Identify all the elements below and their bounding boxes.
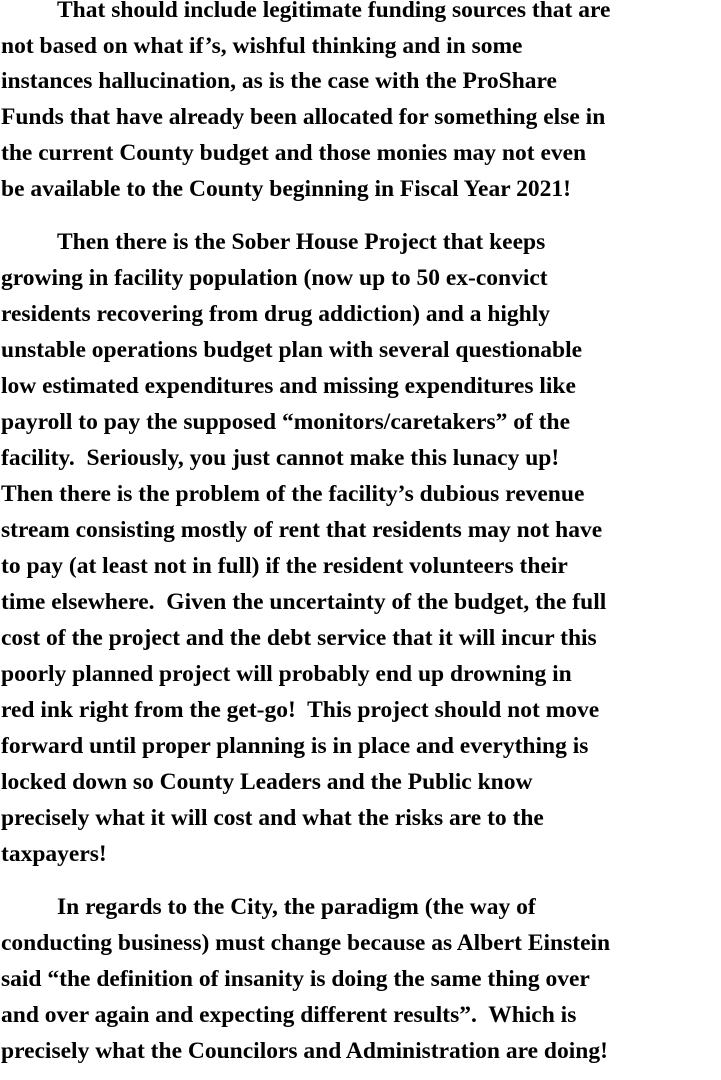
- paragraph-2-line-8: Then there is the problem of the facility’s dubious revenue: [1, 481, 585, 507]
- paragraph-2-line-13: poorly planned project will probably end up drowning in: [1, 661, 572, 687]
- paragraph-2-line-3: residents recovering from drug addiction) and a highly: [1, 301, 551, 327]
- paragraph-2-line-6: payroll to pay the supposed “monitors/caretakers” of the: [1, 409, 571, 435]
- paragraph-3-line-4: and over again and expecting different results”. Which is: [1, 1002, 577, 1028]
- paragraph-1-line-6: be available to the County beginning in Fiscal Year 2021!: [1, 176, 571, 202]
- paragraph-1-line-3: instances hallucination, as is the case with the ProShare: [1, 68, 557, 94]
- paragraph-2-line-9: stream consisting mostly of rent that residents may not have: [1, 517, 603, 543]
- paragraph-3-line-2: conducting business) must change because as Albert Einstein: [1, 930, 611, 956]
- paragraph-2-line-2: growing in facility population (now up to 50 ex-convict: [1, 265, 548, 291]
- paragraph-2-line-11: time elsewhere. Given the uncertainty of the budget, the full: [1, 589, 607, 615]
- paragraph-2-line-7: facility. Seriously, you just cannot make this lunacy up!: [1, 445, 560, 471]
- paragraph-2-line-15: forward until proper planning is in place and everything is: [1, 733, 589, 759]
- paragraph-1-line-2: not based on what if’s, wishful thinking and in some: [1, 33, 523, 59]
- paragraph-2-line-14: red ink right from the get-go! This project should not move: [1, 697, 600, 723]
- paragraph-2-line-16: locked down so County Leaders and the Public know: [1, 769, 533, 795]
- paragraph-2-line-12: cost of the project and the debt service that it will incur this: [1, 625, 597, 651]
- paragraph-1-line-4: Funds that have already been allocated for something else in: [1, 104, 606, 130]
- paragraph-2-line-17: precisely what it will cost and what the risks are to the: [1, 805, 544, 831]
- paragraph-2-line-1: Then there is the Sober House Project that keeps: [57, 229, 546, 255]
- paragraph-3-line-3: said “the definition of insanity is doing the same thing over: [1, 966, 590, 992]
- paragraph-2-line-18: taxpayers!: [1, 841, 107, 867]
- paragraph-2-line-4: unstable operations budget plan with several questionable: [1, 337, 583, 363]
- paragraph-3-line-5: precisely what the Councilors and Administration are doing!: [1, 1038, 608, 1064]
- paragraph-2-line-10: to pay (at least not in full) if the resident volunteers their: [1, 553, 568, 579]
- paragraph-3-line-1: In regards to the City, the paradigm (the way of: [57, 894, 536, 920]
- paragraph-2-line-5: low estimated expenditures and missing expenditures like: [1, 373, 576, 399]
- paragraph-1-line-1: That should include legitimate funding sources that are: [57, 0, 611, 23]
- paragraph-1-line-5: the current County budget and those monies may not even: [1, 140, 587, 166]
